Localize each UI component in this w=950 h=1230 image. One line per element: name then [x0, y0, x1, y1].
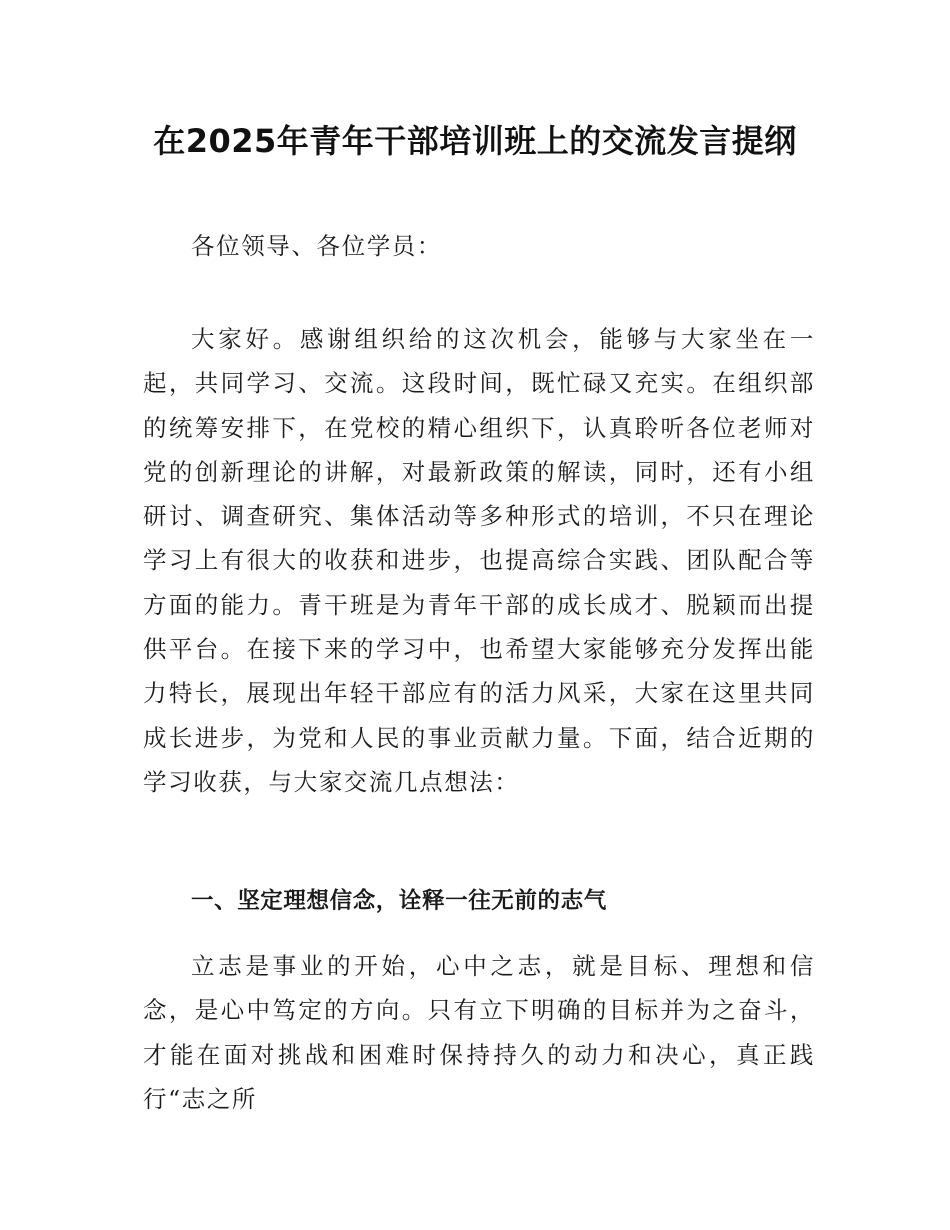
section-heading-1: 一、坚定理想信念，诠释一往无前的志气 [191, 888, 607, 914]
salutation: 各位领导、各位学员： [191, 232, 442, 260]
paragraph-section-1: 立志是事业的开始，心中之志，就是目标、理想和信念，是心中笃定的方向。只有立下明确的目标并为之奋斗，才能在面对挑战和困难时保持持久的动力和决心，真正践行“志之所 [143, 952, 815, 1113]
paragraph-opening: 大家好。感谢组织给的这次机会，能够与大家坐在一起，共同学习、交流。这段时间，既忙碌又充实。在组织部的统筹安排下，在党校的精心组织下，认真聆听各位老师对党的创新理论的讲解，对最新政策的解读，同时，还有小组研讨、调查研究、集体活动等多种形式的培训，不只在理论学习上有很大的收获和进步，也提高综合实践、团队配合等方面的能力。青干班是为青年干部的成长成才、脱颖而出提供平台。在接下来的学习中，也希望大家能够充分发挥出能力特长，展现出年轻干部应有的活力风采，大家在这里共同成长进步，为党和人民的事业贡献力量。下面，结合近期的学习收获，与大家交流几点想法： [143, 325, 815, 796]
document-title: 在2025年青年干部培训班上的交流发言提纲 [153, 122, 797, 160]
